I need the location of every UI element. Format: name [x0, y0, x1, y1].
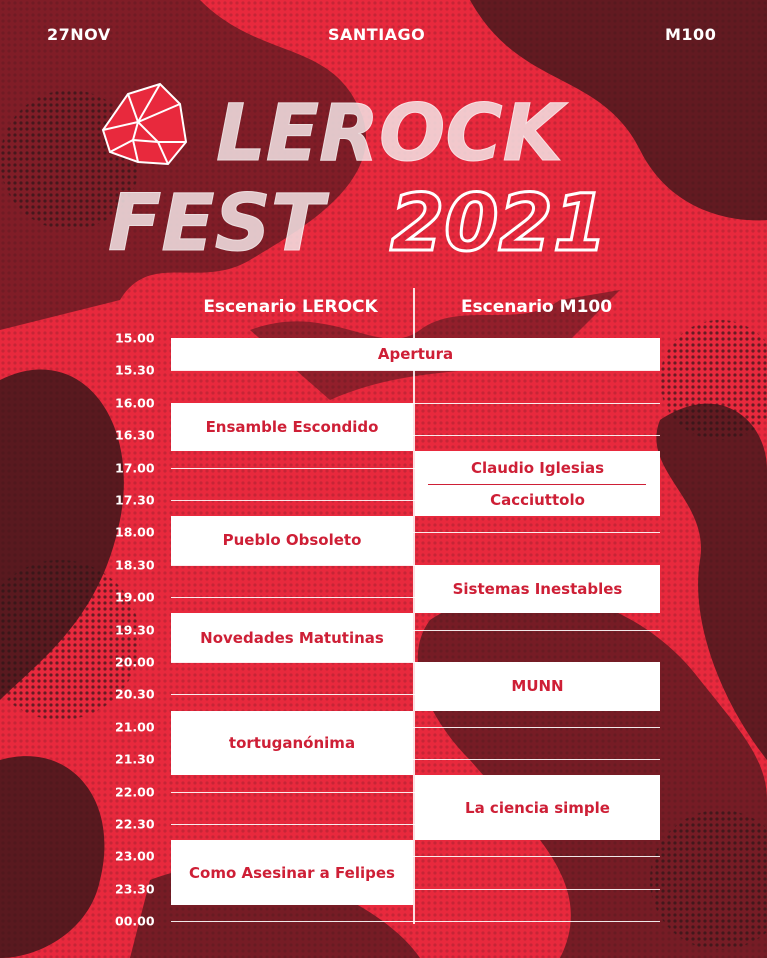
act-slot: Como Asesinar a Felipes — [171, 840, 413, 905]
time-label: 19.30 — [115, 622, 155, 638]
act-slot: Apertura — [171, 338, 660, 370]
time-gridline — [171, 370, 660, 371]
act-slot: La ciencia simple — [415, 775, 660, 840]
act-slot: Sistemas Inestables — [415, 565, 660, 614]
act-slot: Claudio Iglesias — [415, 451, 660, 483]
time-label: 00.00 — [115, 913, 155, 929]
time-label: 20.30 — [115, 686, 155, 702]
stage-lerock-header: Escenario LEROCK — [203, 297, 378, 317]
time-label: 19.00 — [115, 589, 155, 605]
time-label: 23.30 — [115, 881, 155, 897]
event-city: SANTIAGO — [328, 25, 426, 44]
time-label: 16.30 — [115, 427, 155, 443]
logo-fest: FEST — [108, 179, 324, 269]
event-venue: M100 — [665, 25, 717, 44]
act-slot: tortuganónima — [171, 711, 413, 776]
act-separator — [428, 484, 646, 485]
time-label: 21.30 — [115, 751, 155, 767]
time-label: 18.30 — [115, 557, 155, 573]
time-label: 18.00 — [115, 524, 155, 540]
time-gridline — [171, 921, 660, 922]
act-slot: Pueblo Obsoleto — [171, 516, 413, 565]
stage-m100-header: Escenario M100 — [460, 297, 613, 317]
rock-icon — [103, 84, 186, 164]
time-label: 15.00 — [115, 330, 155, 346]
act-slot: Cacciuttolo — [415, 484, 660, 516]
time-label: 15.30 — [115, 362, 155, 378]
time-label: 22.30 — [115, 816, 155, 832]
logo-year: 2021 — [390, 179, 608, 269]
act-slot: Ensamble Escondido — [171, 403, 413, 452]
act-slot: MUNN — [415, 662, 660, 711]
event-date: 27NOV — [47, 25, 111, 44]
time-label: 17.30 — [115, 492, 155, 508]
time-label: 22.00 — [115, 784, 155, 800]
time-label: 17.00 — [115, 460, 155, 476]
lerock-fest-logo — [98, 72, 658, 272]
time-label: 23.00 — [115, 848, 155, 864]
logo-lerock: LEROCK — [216, 89, 564, 179]
time-label: 16.00 — [115, 395, 155, 411]
time-label: 21.00 — [115, 719, 155, 735]
time-label: 20.00 — [115, 654, 155, 670]
act-slot: Novedades Matutinas — [171, 613, 413, 662]
